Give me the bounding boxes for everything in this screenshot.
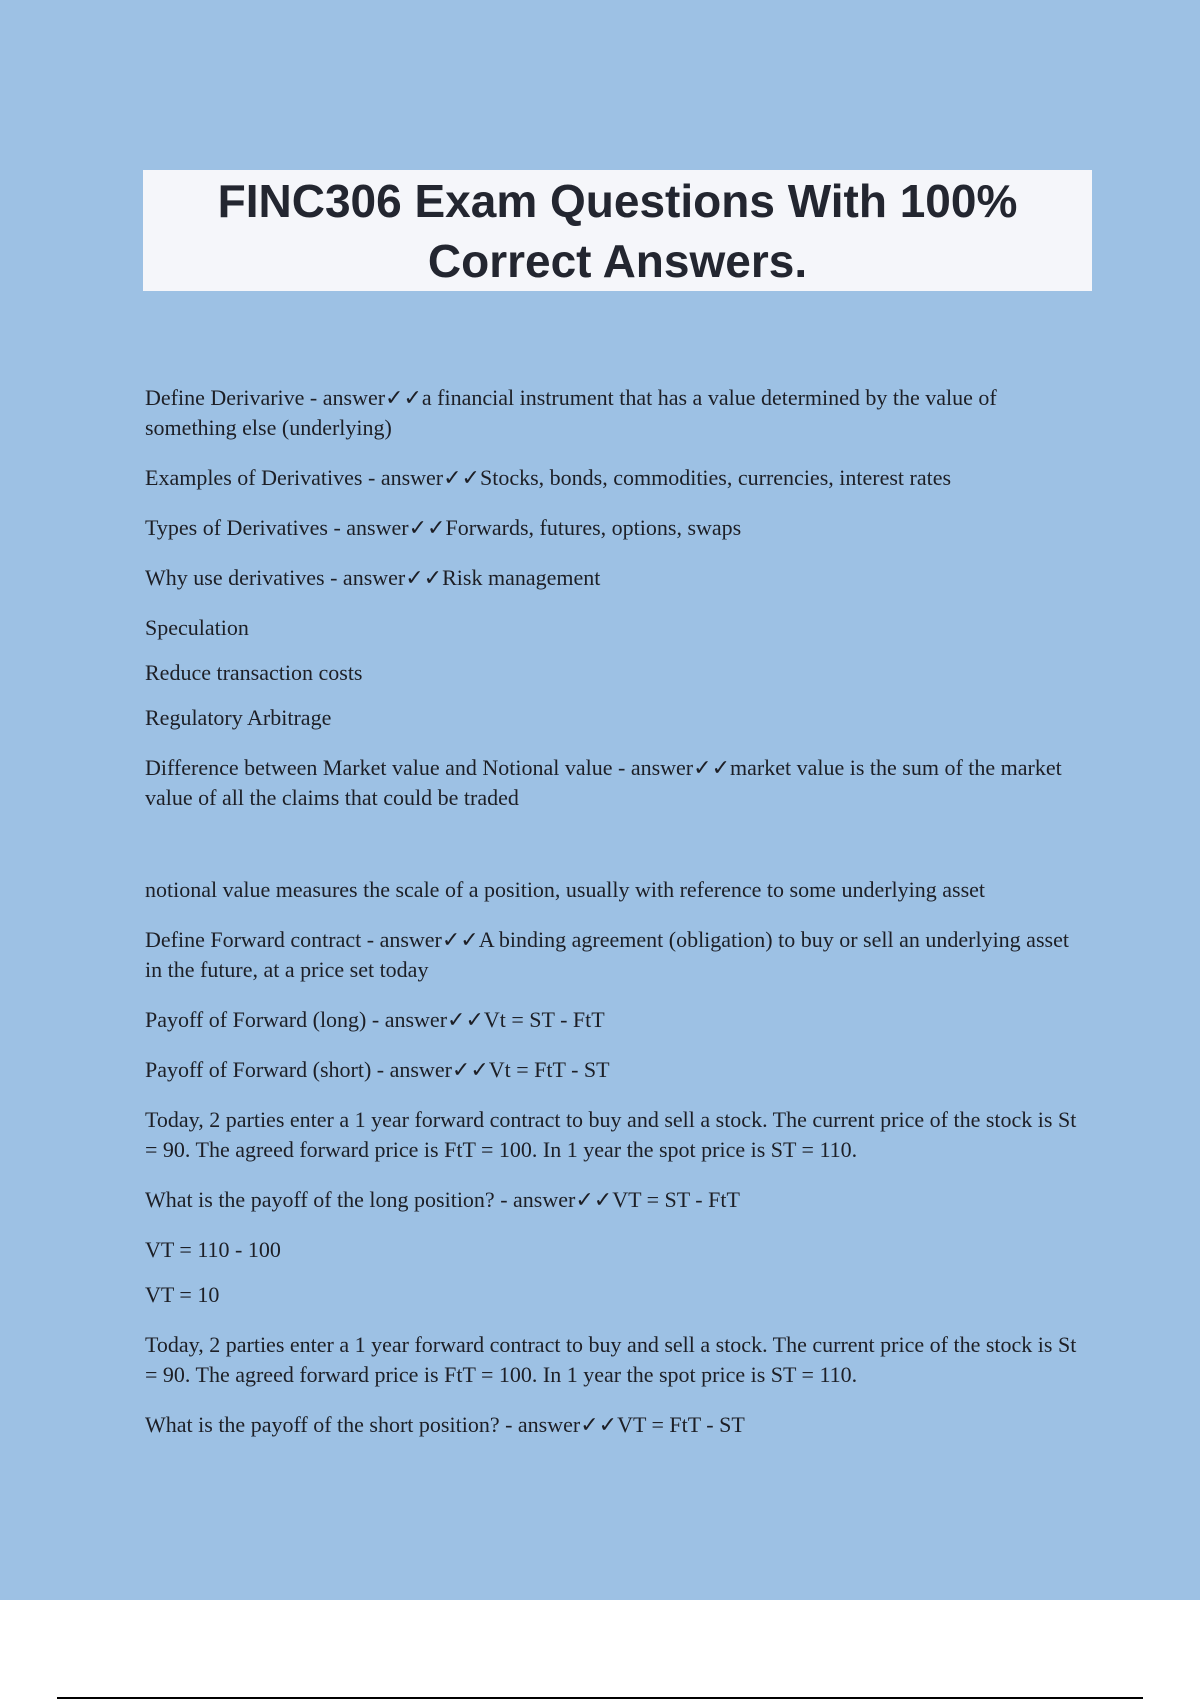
footer-divider	[57, 1697, 1143, 1699]
paragraph: Payoff of Forward (short) - answer✓✓Vt = FtT - ST	[145, 1057, 610, 1082]
paragraph: What is the payoff of the short position? - answer✓✓VT = FtT - ST	[145, 1412, 745, 1437]
title-banner	[143, 170, 1092, 291]
paragraph: Examples of Derivatives - answer✓✓Stocks, bonds, commodities, currencies, interest rates	[145, 465, 952, 490]
paragraph: Reduce transaction costs	[145, 660, 363, 685]
document-title: FINC306 Exam Questions With 100% Correct Answers.	[217, 174, 1018, 287]
paragraph: Why use derivatives - answer✓✓Risk management	[145, 565, 601, 590]
paragraph: Speculation	[145, 615, 249, 640]
paragraph: VT = 110 - 100	[145, 1237, 281, 1262]
paragraph: Define Forward contract - answer✓✓A binding agreement (obligation) to buy or sell an underlying asset in the future, at a price set today	[145, 927, 1069, 982]
paragraph: Define Derivarive - answer✓✓a financial instrument that has a value determined by the value of something else (underlying)	[145, 385, 997, 440]
paragraph: Payoff of Forward (long) - answer✓✓Vt = ST - FtT	[145, 1007, 605, 1032]
paragraph: Types of Derivatives - answer✓✓Forwards, futures, options, swaps	[145, 515, 742, 540]
paragraph: VT = 10	[145, 1282, 220, 1307]
paragraph: What is the payoff of the long position? - answer✓✓VT = ST - FtT	[145, 1187, 740, 1212]
document-body	[145, 383, 1085, 1460]
paragraph: Regulatory Arbitrage	[145, 705, 332, 730]
paragraph: notional value measures the scale of a position, usually with reference to some underlying asset	[145, 877, 986, 902]
paragraph: Difference between Market value and Notional value - answer✓✓market value is the sum of the market value of all the claims that could be traded	[145, 755, 1062, 810]
paragraph: Today, 2 parties enter a 1 year forward contract to buy and sell a stock. The current price of the stock is St = 90. The agreed forward price is FtT = 100. In 1 year the spot price is ST = 110.	[145, 1107, 1077, 1162]
paragraph: Today, 2 parties enter a 1 year forward contract to buy and sell a stock. The current price of the stock is St = 90. The agreed forward price is FtT = 100. In 1 year the spot price is ST = 110.	[145, 1332, 1077, 1387]
